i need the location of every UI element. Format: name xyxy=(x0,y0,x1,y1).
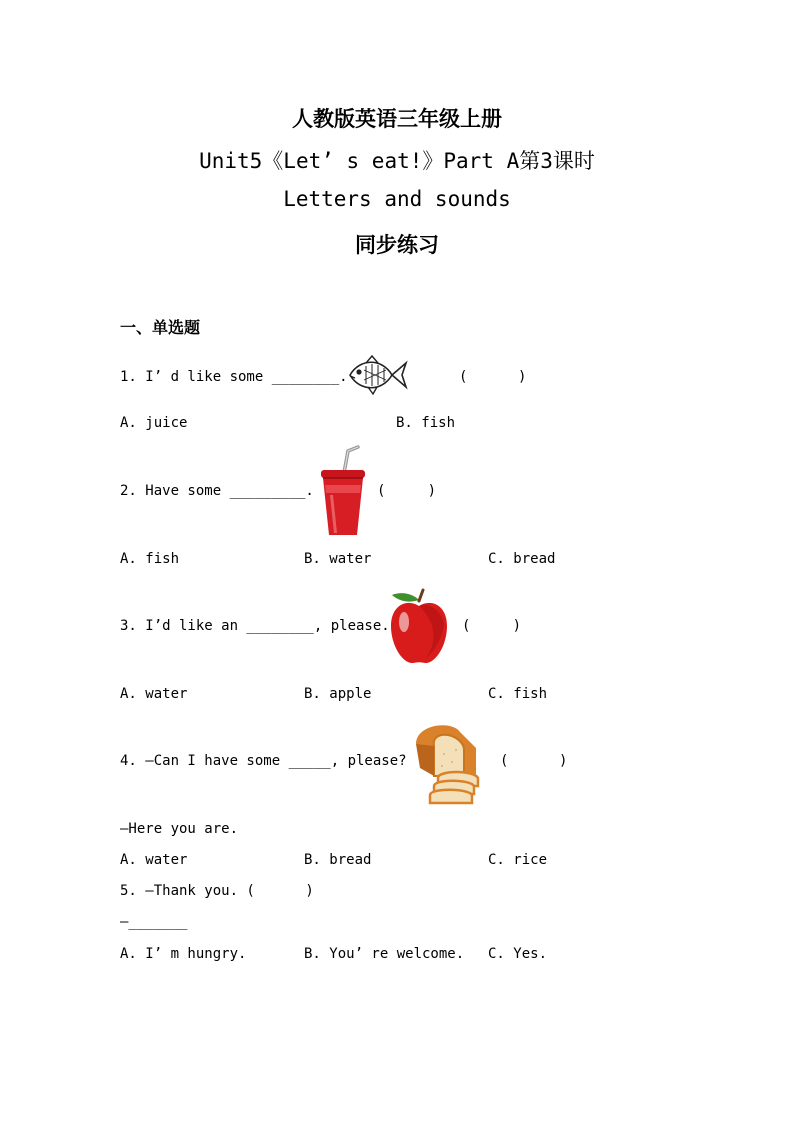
question-3-stem: 3. I’d like an ________, please. xyxy=(120,618,390,634)
option-2b: B. water xyxy=(304,551,372,567)
apple-icon xyxy=(386,588,452,666)
option-3a: A. water xyxy=(120,686,188,702)
option-5a: A. I’ m hungry. xyxy=(120,946,247,962)
answer-bracket-2: ( ) xyxy=(377,483,437,499)
question-4-response: —Here you are. xyxy=(120,821,239,837)
exercise-title: 同步练习 xyxy=(355,232,439,257)
option-5b: B. You’ re welcome. xyxy=(304,946,465,962)
option-1b: B. fish xyxy=(396,415,456,431)
unit-title: Unit5《Let’ s eat!》Part A第3课时 xyxy=(199,149,595,173)
worksheet-title: 人教版英语三年级上册 xyxy=(292,106,502,131)
option-4b: B. bread xyxy=(304,852,372,868)
fish-icon xyxy=(346,354,408,396)
answer-bracket-3: ( ) xyxy=(462,618,522,634)
question-5-stem: 5. —Thank you. ( ) xyxy=(120,883,314,899)
option-3b: B. apple xyxy=(304,686,372,702)
option-1a: A. juice xyxy=(120,415,188,431)
question-4-stem: 4. —Can I have some _____, please? xyxy=(120,753,407,769)
section-heading: 一、单选题 xyxy=(120,318,201,337)
bread-icon xyxy=(412,718,488,806)
answer-bracket-4: ( ) xyxy=(500,753,568,769)
question-5-response: —_______ xyxy=(120,914,188,930)
option-5c: C. Yes. xyxy=(488,946,548,962)
question-1-stem: 1. I’ d like some ________. xyxy=(120,369,348,385)
option-2a: A. fish xyxy=(120,551,180,567)
answer-bracket-1: ( ) xyxy=(459,369,527,385)
question-2-stem: 2. Have some _________. xyxy=(120,483,314,499)
option-3c: C. fish xyxy=(488,686,548,702)
option-2c: C. bread xyxy=(488,551,556,567)
option-4a: A. water xyxy=(120,852,188,868)
drink-cup-icon xyxy=(318,445,368,538)
option-4c: C. rice xyxy=(488,852,548,868)
lesson-title: Letters and sounds xyxy=(283,187,511,211)
